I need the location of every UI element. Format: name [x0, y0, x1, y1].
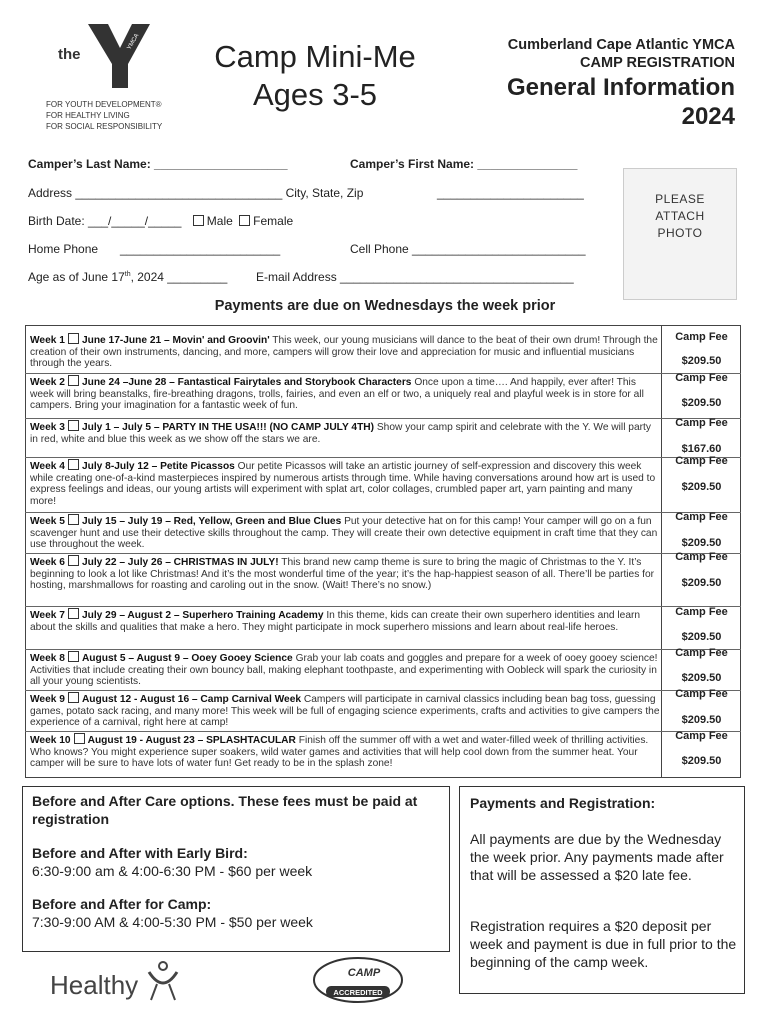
first-name-field[interactable]: Camper’s First Name: _______________ — [350, 157, 578, 171]
week-divider — [25, 512, 741, 513]
early-bird-title: Before and After with Early Bird: — [32, 845, 248, 861]
week-label: Week 8 — [30, 653, 65, 664]
week-divider — [25, 553, 741, 554]
week-divider — [25, 731, 741, 732]
logo-the: the — [58, 46, 81, 63]
week-row — [30, 651, 660, 688]
city-state-zip-field[interactable]: ______________________ — [437, 186, 584, 200]
week-checkbox[interactable] — [68, 514, 79, 525]
title-line-1: Camp Mini-Me — [214, 39, 416, 74]
photo-text-3: PHOTO — [657, 226, 703, 240]
week-title: August 5 – August 9 – Ooey Gooey Science — [81, 653, 293, 664]
week-description: This week, our young musicians will dance to the beat of their own drum! Through the creation of their own instruments, dancing, and more, campers will grow their love and appreciation for music and influential musicians through the years. — [30, 335, 658, 370]
week-row — [30, 555, 660, 592]
last-name-field[interactable]: Camper’s Last Name: ____________________ — [28, 157, 288, 171]
email-field[interactable]: E-mail Address ___________________________________ — [256, 270, 574, 284]
week-title: August 12 - August 16 – Camp Carnival Week — [81, 694, 302, 705]
logo-tag-3: FOR SOCIAL RESPONSIBILITY — [46, 122, 163, 131]
org-heading — [508, 36, 735, 72]
week-row — [30, 733, 660, 770]
week-label: Week 10 — [30, 735, 71, 746]
age-line: , 2024 _________ — [130, 270, 228, 284]
fee-label: Camp Fee — [675, 688, 728, 700]
healthy-text: Healthy — [50, 970, 139, 1000]
week-description: Show your camp spirit and celebrate with the Y. We will party in red, white and blue this week as we show off the stars we are. — [30, 422, 651, 445]
healthy-u-logo — [50, 960, 181, 1002]
fee-label: Camp Fee — [675, 606, 728, 618]
male-label: Male — [206, 214, 233, 228]
fee-amount: $209.50 — [681, 714, 722, 726]
address-field[interactable]: Address _______________________________ City, State, Zip — [28, 186, 364, 200]
week-description: Our petite Picassos will take an artistic journey of self-expression and discovery this week while creating one-of-a-kind masterpieces inspired by numerous artists through time. While having conversations around how art is used to express feelings and ideas, our young artists will experiment with splat art, color collages, crumbled paper art, yarn painting and many more! — [30, 461, 656, 507]
fee-label: Camp Fee — [675, 417, 728, 429]
week-divider — [25, 457, 741, 458]
photo-text-1: PLEASE — [655, 192, 705, 206]
week-divider — [25, 606, 741, 607]
week-row — [30, 375, 660, 412]
age-field[interactable] — [28, 270, 227, 284]
title-line-2: Ages 3-5 — [252, 77, 378, 112]
fee-amount: $167.60 — [681, 443, 722, 455]
fee-amount: $209.50 — [681, 537, 722, 549]
week-title: July 8-July 12 – Petite Picassos — [81, 461, 235, 472]
ymca-vertical-text: YMCA — [126, 32, 141, 51]
week-label: Week 6 — [30, 557, 65, 568]
week-row — [30, 692, 660, 729]
payments-paragraph: All payments are due by the Wednesday the week prior. Any payments made after that will be assessed a $20 late fee. — [470, 831, 724, 883]
general-info: General Information — [506, 74, 735, 101]
age-sup: th — [124, 271, 131, 278]
week-row — [30, 333, 660, 370]
payments-due-heading: Payments are due on Wednesdays the week prior — [214, 298, 556, 314]
birth-date-field — [28, 214, 293, 228]
fee-label: Camp Fee — [675, 730, 728, 742]
photo-text-2: ATTACH — [655, 209, 705, 223]
fee-label: Camp Fee — [675, 551, 728, 563]
fee-amount: $209.50 — [681, 397, 722, 409]
fee-label: Camp Fee — [675, 455, 728, 467]
general-info-heading — [507, 73, 735, 131]
week-checkbox[interactable] — [68, 555, 79, 566]
week-description: In this theme, kids can create their own superhero identities and learn about the skills and qualities that make a hero. They might participate in mock superhero missions and learn about real-life heroes. — [30, 610, 641, 633]
week-title: July 22 – July 26 – CHRISTMAS IN JULY! — [81, 557, 279, 568]
week-checkbox[interactable] — [68, 375, 79, 386]
badge-accredited-text: ACCREDITED — [333, 988, 383, 997]
home-phone-field[interactable]: ________________________ — [120, 242, 281, 256]
week-label: Week 5 — [30, 516, 65, 527]
year: 2024 — [681, 103, 735, 130]
week-description: Finish off the summer off with a wet and water-filled week of thrilling activities. Who knows? You might experience super soakers, wild water games and activities that will help cool down from the summer heat. Your camper will be sure to have lots of water fun! Get ready to be in the splash zone! — [30, 735, 649, 770]
care-heading: Before and After Care options. These fees must be paid at registration — [32, 793, 418, 827]
registration-paragraph: Registration requires a $20 deposit per week and payment is due in full prior to the beginning of the camp week. — [470, 918, 737, 970]
week-checkbox[interactable] — [68, 651, 79, 662]
camp-care-title: Before and After for Camp: — [32, 896, 212, 912]
early-bird-detail: 6:30-9:00 am & 4:00-6:30 PM - $60 per week — [32, 863, 313, 879]
week-description: Grab your lab coats and goggles and prepare for a week of ooey gooey science! Activities that include creating their own bouncy ball, making elephant toothpaste, and experimenting with Oobleck will spark the curiosity in all your young scientists. — [30, 653, 658, 688]
cell-phone-field[interactable]: Cell Phone __________________________ — [350, 242, 586, 256]
week-description: Once upon a time…. And happily, ever after! This week will bring beanstalks, fire-breathing dragons, trolls, fairies, and even an elf or two, a uniquely real and playful week is in store for all campers. Bring your imagination for a fantastic week of fun. — [30, 377, 644, 412]
week-title: June 24 –June 28 – Fantastical Fairytales and Storybook Characters — [81, 377, 412, 388]
photo-placeholder — [623, 168, 737, 300]
payments-registration-title: Payments and Registration: — [470, 795, 656, 811]
page-title — [200, 38, 430, 114]
week-divider — [25, 649, 741, 650]
fee-amount: $209.50 — [681, 481, 722, 493]
week-label: Week 2 — [30, 377, 65, 388]
week-checkbox[interactable] — [74, 733, 85, 744]
week-title: July 29 – August 2 – Superhero Training Academy — [81, 610, 324, 621]
week-checkbox[interactable] — [68, 459, 79, 470]
week-description: Campers will participate in carnival classics including bean bag toss, guessing games, potato sack racing, and many more! This week will be full of engaging science experiments, crafts and activities to give campers the experience of a carnival, right here at camp! — [30, 694, 660, 729]
week-label: Week 9 — [30, 694, 65, 705]
week-divider — [25, 418, 741, 419]
week-row — [30, 420, 660, 445]
week-checkbox[interactable] — [68, 692, 79, 703]
fee-amount: $209.50 — [681, 631, 722, 643]
fee-label: Camp Fee — [675, 647, 728, 659]
week-description: Put your detective hat on for this camp! Your camper will go on a fun scavenger hunt and use their detective skills throughout the camp. They will create their own detective equipment in craft time that they can use throughout the week. — [30, 516, 658, 551]
week-title: July 1 – July 5 – PARTY IN THE USA!!! (NO CAMP JULY 4TH) — [81, 422, 375, 433]
badge-camp-text: CAMP — [347, 967, 381, 979]
org-name: Cumberland Cape Atlantic YMCA — [507, 37, 735, 53]
week-checkbox[interactable] — [68, 420, 79, 431]
camp-registration: CAMP REGISTRATION — [580, 55, 735, 71]
fee-amount: $209.50 — [681, 755, 722, 767]
week-title: August 19 - August 23 – SPLASHTACULAR — [87, 735, 296, 746]
camp-care-detail: 7:30-9:00 AM & 4:00-5:30 PM - $50 per week — [32, 914, 313, 930]
week-checkbox[interactable] — [68, 608, 79, 619]
week-checkbox[interactable] — [68, 333, 79, 344]
week-row — [30, 608, 660, 633]
week-title: June 17-June 21 – Movin' and Groovin' — [81, 335, 270, 346]
male-checkbox[interactable] — [193, 215, 204, 226]
home-phone-label: Home Phone — [28, 242, 99, 256]
birth-date[interactable]: Birth Date: ___/_____/_____ — [28, 214, 182, 228]
week-label: Week 4 — [30, 461, 65, 472]
logo-tag-1: FOR YOUTH DEVELOPMENT® — [46, 100, 162, 109]
fee-label: Camp Fee — [675, 511, 728, 523]
age-label: Age as of June 17 — [28, 270, 125, 284]
fee-label: Camp Fee — [675, 331, 728, 343]
week-divider — [25, 373, 741, 374]
logo-tag-2: FOR HEALTHY LIVING — [46, 111, 130, 120]
healthy-u-icon — [145, 960, 181, 1002]
female-checkbox[interactable] — [239, 215, 250, 226]
week-row — [30, 514, 660, 551]
fee-amount: $209.50 — [681, 577, 722, 589]
week-divider — [25, 690, 741, 691]
fee-amount: $209.50 — [681, 355, 722, 367]
week-row — [30, 459, 660, 507]
fee-label: Camp Fee — [675, 372, 728, 384]
week-label: Week 3 — [30, 422, 65, 433]
aca-accredited-badge — [312, 956, 404, 1004]
week-label: Week 7 — [30, 610, 65, 621]
week-description: This brand new camp theme is sure to bring the magic of Christmas to the Y. It’s beginning to look a lot like Christmas! And it’s the most wonderful time of the year; it’s the hap-happiest season of all. There’ll be parties for hosting, marshmallows for roasting and caroling out in the snow. (Wait! There’s no snow.) — [30, 557, 655, 592]
week-label: Week 1 — [30, 335, 65, 346]
female-label: Female — [253, 214, 294, 228]
week-title: July 15 – July 19 – Red, Yellow, Green and Blue Clues — [81, 516, 342, 527]
fee-amount: $209.50 — [681, 672, 722, 684]
